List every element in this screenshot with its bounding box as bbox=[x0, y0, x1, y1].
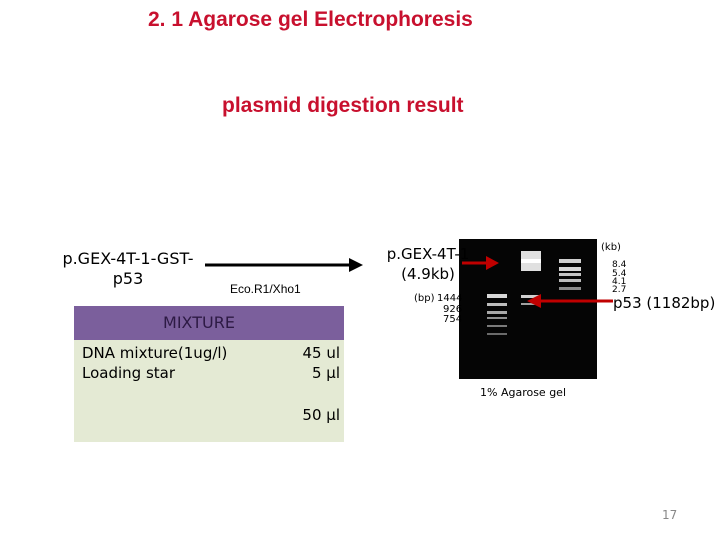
enzyme-label: Eco.R1/Xho1 bbox=[230, 282, 301, 296]
kb-marker-label: 2.7 bbox=[612, 285, 627, 295]
p53-arrow-icon bbox=[527, 293, 613, 309]
plasmid-band-line2: (4.9kb) bbox=[401, 265, 455, 283]
mixture-header: MIXTURE bbox=[74, 306, 344, 340]
kb-marker-label: 8.4 bbox=[612, 260, 627, 270]
bp-marker-label: 1444 bbox=[437, 293, 463, 304]
plasmid-band-line1: p.GEX-4T-1 bbox=[386, 245, 470, 263]
bp-marker-label: 926 bbox=[443, 304, 463, 315]
p53-band-label: p53 (1182bp) bbox=[613, 294, 716, 312]
mixture-total-volume: 50 µl bbox=[302, 406, 340, 424]
kb-marker-label: 5.4 bbox=[612, 269, 627, 279]
bp-marker-label: 754 bbox=[443, 314, 463, 325]
bp-unit-label: (bp) bbox=[414, 293, 435, 304]
source-plasmid-line1: p.GEX-4T-1-GST- bbox=[62, 249, 194, 268]
source-plasmid-line2: p53 bbox=[112, 269, 144, 288]
mixture-row-volume: 5 µl bbox=[311, 364, 340, 382]
kb-unit-label: (kb) bbox=[601, 242, 621, 253]
kb-marker-label: 4.1 bbox=[612, 277, 627, 287]
slide-title: 2. 1 Agarose gel Electrophoresis bbox=[148, 8, 473, 31]
page-number: 17 bbox=[662, 508, 678, 522]
digestion-arrow-icon bbox=[205, 257, 365, 273]
slide-subtitle: plasmid digestion result bbox=[222, 94, 464, 117]
mixture-row-volume: 45 ul bbox=[302, 344, 340, 362]
mixture-row-label: DNA mixture(1ug/l) bbox=[82, 344, 228, 362]
mixture-row-label: Loading star bbox=[82, 364, 176, 382]
source-plasmid-label bbox=[58, 249, 198, 289]
plasmid-arrow-icon bbox=[462, 255, 500, 271]
gel-caption: 1% Agarose gel bbox=[480, 386, 567, 399]
